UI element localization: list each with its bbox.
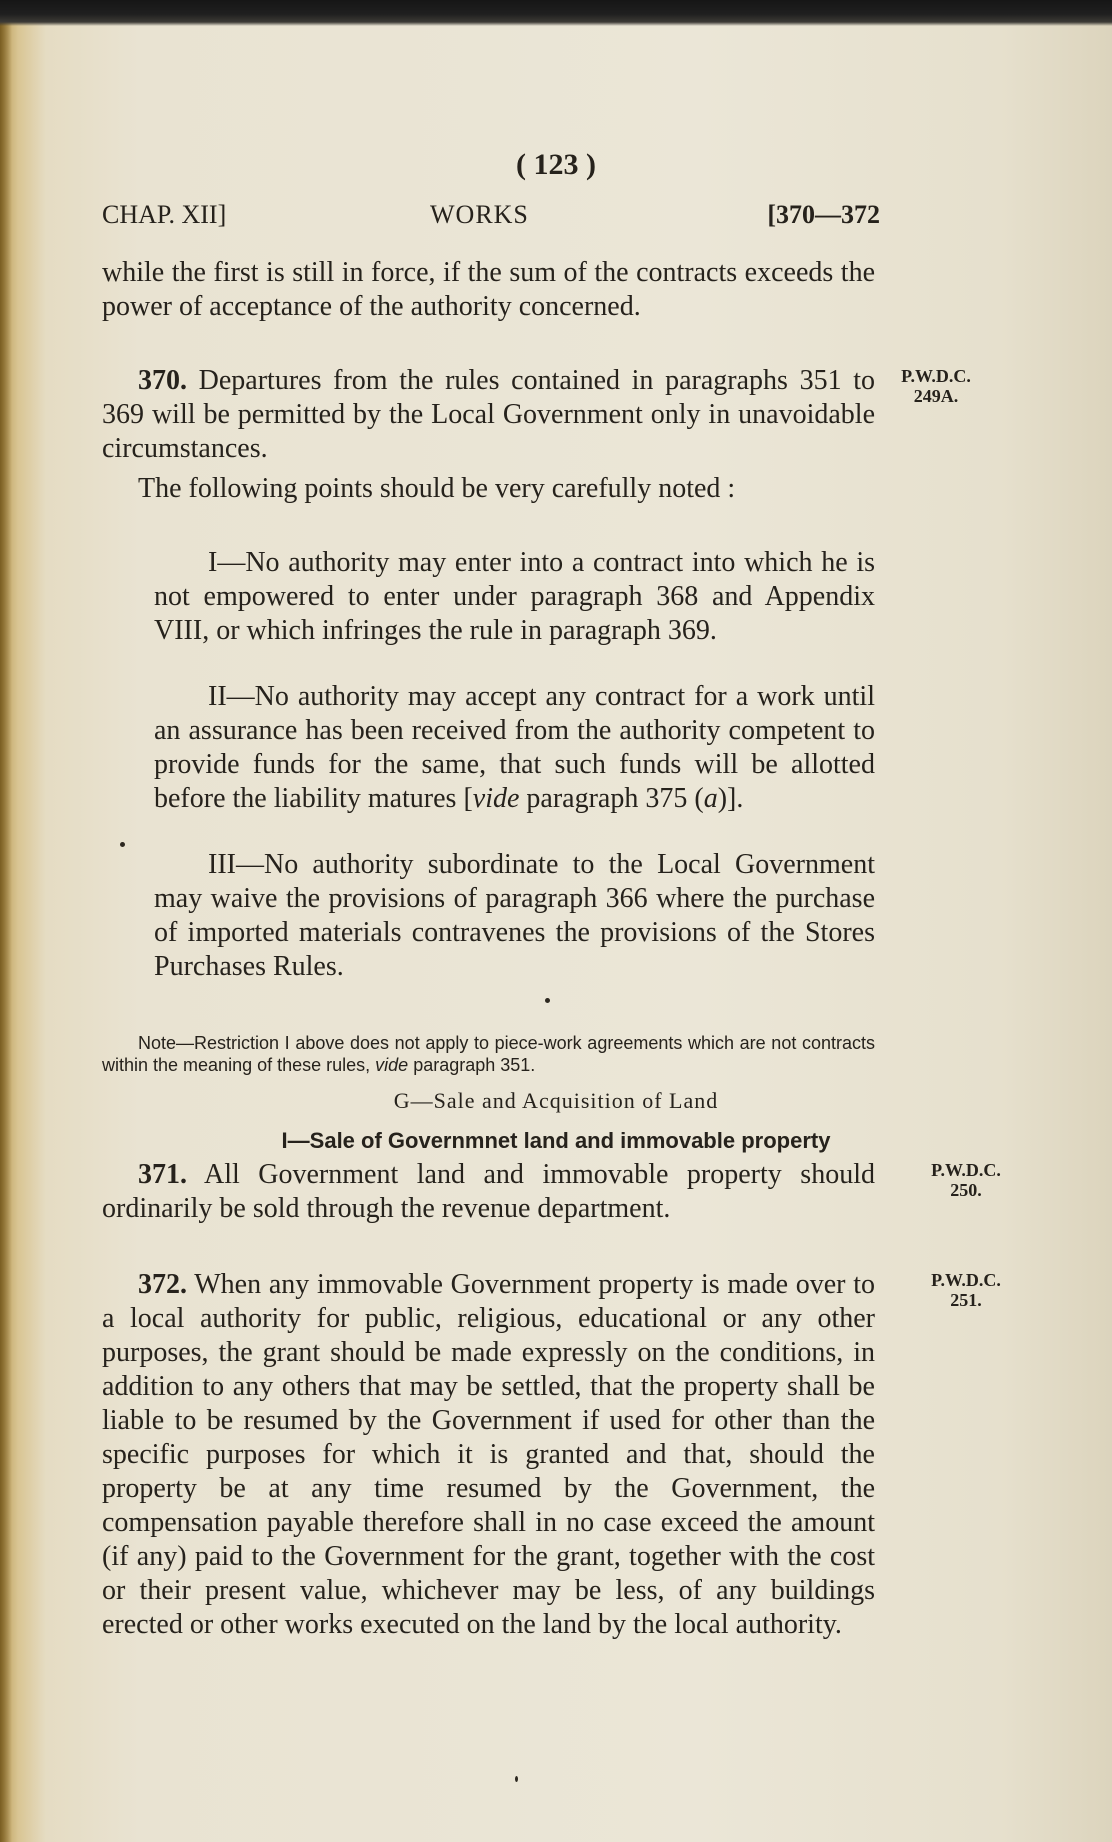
ink-speck xyxy=(120,842,125,847)
ink-speck xyxy=(545,998,550,1003)
intro-paragraph: while the first is still in force, if the sum of the contracts exceeds the power of acceptance of the authority concerned. xyxy=(102,257,875,322)
chapter-label: CHAP. XII] xyxy=(102,200,227,229)
vide-word: vide xyxy=(472,783,520,814)
paragraph-number: 372. xyxy=(138,1269,187,1300)
paragraph-range: [370—372 xyxy=(767,200,880,229)
list-item-iii: III—No authority subordinate to the Local Government may waive the provisions of paragraph 366 where the purchase of imported materials contravenes the provisions of the Stores Purchases Rules. xyxy=(154,849,875,982)
margin-ref-code: P.W.D.C. xyxy=(931,1160,1001,1180)
binding-shadow xyxy=(0,0,12,1842)
margin-ref-number: 250. xyxy=(950,1180,982,1200)
margin-ref-code: P.W.D.C. xyxy=(931,1270,1001,1290)
paragraph-370 xyxy=(102,364,875,466)
page-number: ( 123 ) xyxy=(516,148,596,181)
section-heading-i: I—Sale of Governmnet land and immovable property xyxy=(281,1128,831,1153)
note-vide: vide xyxy=(375,1055,409,1075)
note xyxy=(102,1032,875,1076)
top-edge-shadow xyxy=(0,0,1112,26)
running-head xyxy=(102,200,880,236)
section-title: WORKS xyxy=(430,200,529,229)
item-ii-paragraph: paragraph 375 ( xyxy=(519,783,704,814)
margin-ref-372 xyxy=(918,1270,1014,1310)
paragraph-number: 370. xyxy=(138,365,187,396)
list-item-i: I—No authority may enter into a contract into which he is not empowered to enter under paragraph 368 and Appendix VIII, or which infringes the rule in paragraph 369. xyxy=(154,547,875,646)
margin-ref-371 xyxy=(918,1160,1014,1200)
margin-ref-code: P.W.D.C. xyxy=(901,366,971,386)
section-heading-g: G—Sale and Acquisition of Land xyxy=(393,1088,719,1113)
margin-ref-370 xyxy=(888,366,984,406)
paragraph-text: All Government land and immovable property should ordinarily be sold through the revenue department. xyxy=(102,1159,875,1224)
ink-speck xyxy=(515,1776,518,1782)
sub-a: a xyxy=(703,783,718,814)
item-ii-text: II—No authority may accept any contract for a work until an assurance has been received from the authority competent to provide funds for the same, that such funds will be allotted before the liability matures [ xyxy=(154,681,875,814)
margin-ref-number: 249A. xyxy=(913,386,959,406)
following-points: The following points should be very carefully noted : xyxy=(138,473,736,504)
item-ii-close: )]. xyxy=(717,783,744,814)
list-item-ii xyxy=(154,680,875,816)
paragraph-372 xyxy=(102,1268,875,1642)
note-end: paragraph 351. xyxy=(408,1055,536,1075)
margin-ref-number: 251. xyxy=(950,1290,982,1310)
paragraph-text: Departures from the rules contained in paragraphs 351 to 369 will be permitted by the Local Government only in unavoidable circumstances. xyxy=(102,365,875,464)
paragraph-371 xyxy=(102,1158,875,1226)
note-text: Note—Restriction I above does not apply to piece-work agreements which are not contracts within the meaning of these rules, xyxy=(102,1033,875,1075)
paragraph-number: 371. xyxy=(138,1159,187,1190)
paragraph-text: When any immovable Government property is made over to a local authority for public, religious, educational or any other purposes, the grant should be made expressly on the conditions, in addition to any others that may be settled, that the property shall be liable to be resumed by the Government if used for other than the specific purposes for which it is granted and that, should the property be at any time resumed by the Government, the compensation payable therefore shall in no case exceed the amount (if any) paid to the Government for the grant, together with the cost or their present value, whichever may be less, of any buildings erected or other works executed on the land by the local authority. xyxy=(102,1269,875,1640)
